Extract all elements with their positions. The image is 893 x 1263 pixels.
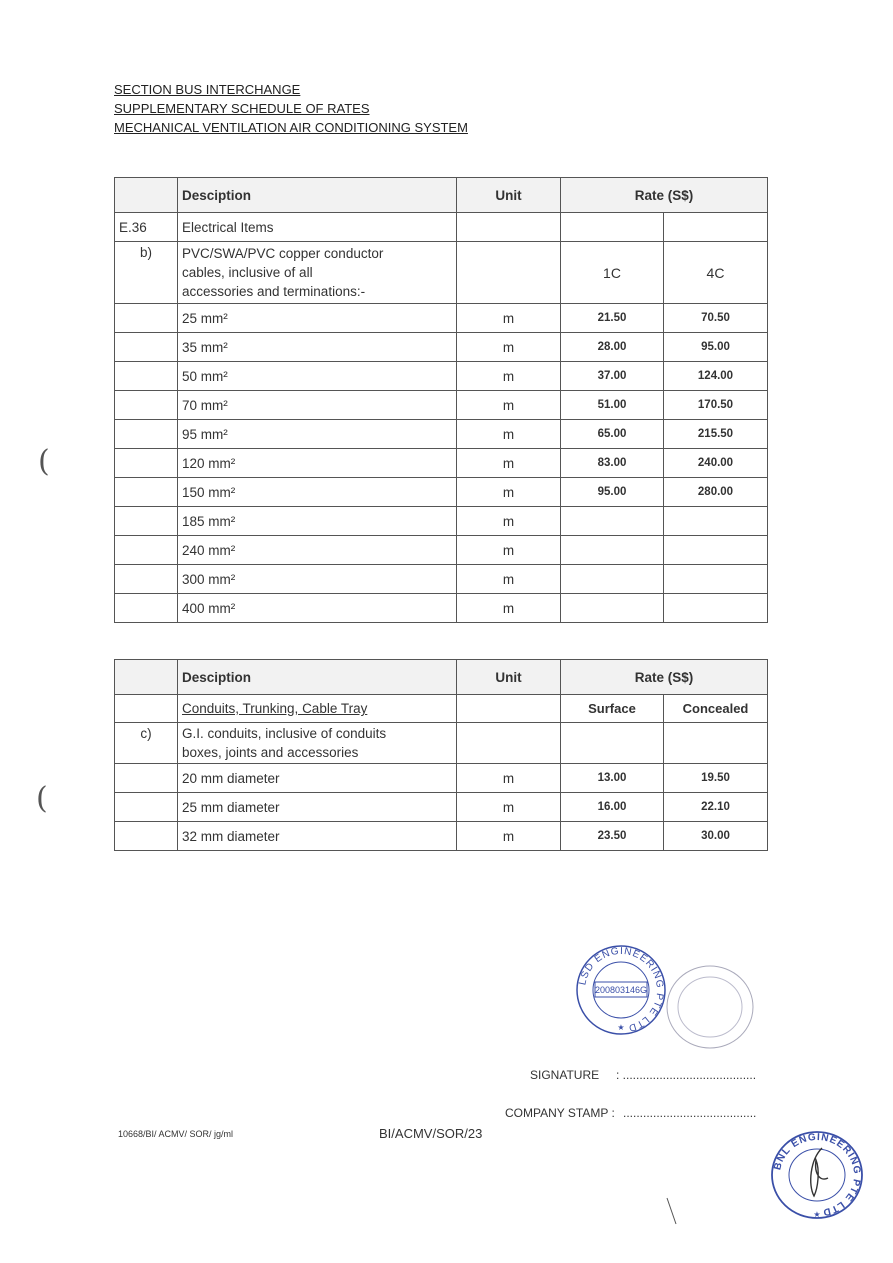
row-description: 20 mm diameter [178,764,457,793]
table-header-row [115,178,768,213]
row-rate-2: 124.00 [664,362,768,391]
header-blank-cell [115,178,178,213]
blank-cell [115,507,178,536]
row-unit: m [457,793,561,822]
rate-col-concealed: Concealed [664,695,768,723]
item-code: E.36 [115,213,178,242]
header-description: Desciption [178,660,457,695]
blank-cell [115,362,178,391]
document-reference: 10668/BI/ ACMV/ SOR/ jg/ml [118,1129,234,1139]
blank-cell [561,213,664,242]
row-description: 25 mm diameter [178,793,457,822]
table-row [115,304,768,333]
row-rate-2 [664,565,768,594]
row-rate-1 [561,594,664,623]
rate-col-1c: 1C [561,242,664,304]
row-unit: m [457,594,561,623]
blank-cell [664,723,768,764]
row-description: 185 mm² [178,507,457,536]
blank-cell [457,723,561,764]
sub-item-description [178,242,457,304]
header-line-3: MECHANICAL VENTILATION AIR CONDITIONING SYSTEM [114,120,468,135]
header-unit: Unit [457,660,561,695]
cable-rates-table [114,177,768,623]
company-stamp-label: COMPANY STAMP : [505,1106,615,1120]
blank-cell [115,420,178,449]
table-row [115,822,768,851]
table-row [115,478,768,507]
row-rate-1: 95.00 [561,478,664,507]
row-rate-2: 170.50 [664,391,768,420]
row-rate-2: 70.50 [664,304,768,333]
sub-desc-line-1: PVC/SWA/PVC copper conductor [182,246,384,261]
conduit-rates-table [114,659,768,851]
blank-cell [457,242,561,304]
document-header [114,80,468,137]
row-rate-1: 21.50 [561,304,664,333]
signature-label: SIGNATURE [530,1068,600,1082]
sub-item-code: b) [115,242,178,304]
row-unit: m [457,507,561,536]
scan-mark [664,1196,680,1226]
table-header-row [115,660,768,695]
table-row [115,391,768,420]
blank-cell [115,478,178,507]
row-unit: m [457,764,561,793]
sub-item-row [115,242,768,304]
blank-cell [457,213,561,242]
lsd-company-stamp [575,944,667,1036]
row-rate-2: 22.10 [664,793,768,822]
rate-col-surface: Surface [561,695,664,723]
blank-cell [115,304,178,333]
row-rate-2: 280.00 [664,478,768,507]
lsd-stamp-reg-no: 200803146G [594,985,648,995]
header-description: Desciption [178,178,457,213]
row-rate-2: 30.00 [664,822,768,851]
row-rate-2 [664,536,768,565]
faint-stamp [665,964,755,1050]
sub-item-code: c) [115,723,178,764]
bnl-company-stamp [770,1130,864,1220]
group-title: Conduits, Trunking, Cable Tray [178,695,457,723]
svg-text:★: ★ [813,1210,821,1219]
row-rate-1: 51.00 [561,391,664,420]
blank-cell [115,333,178,362]
blank-cell [115,391,178,420]
sub-item-row [115,723,768,764]
row-rate-2 [664,507,768,536]
sub-desc-line-1: G.I. conduits, inclusive of conduits [182,726,387,741]
group-row [115,695,768,723]
blank-cell [115,594,178,623]
row-description: 70 mm² [178,391,457,420]
row-rate-2 [664,594,768,623]
blank-cell [115,764,178,793]
rate-col-4c: 4C [664,242,768,304]
blank-cell [115,793,178,822]
blank-cell [115,695,178,723]
row-unit: m [457,449,561,478]
row-description: 120 mm² [178,449,457,478]
table-row [115,793,768,822]
header-blank-cell [115,660,178,695]
row-unit: m [457,333,561,362]
row-rate-1 [561,507,664,536]
row-unit: m [457,565,561,594]
table-row [115,449,768,478]
row-description: 35 mm² [178,333,457,362]
svg-text:★: ★ [617,1023,625,1032]
table-row [115,333,768,362]
blank-cell [664,213,768,242]
blank-cell [561,723,664,764]
company-stamp-line: ........................................ [623,1106,757,1120]
row-rate-1: 23.50 [561,822,664,851]
row-description: 50 mm² [178,362,457,391]
header-line-1: SECTION BUS INTERCHANGE [114,82,301,97]
row-unit: m [457,822,561,851]
row-description: 95 mm² [178,420,457,449]
svg-text:BNL ENGINEERING PTE LTD: BNL ENGINEERING PTE LTD [772,1131,863,1218]
page-code: BI/ACMV/SOR/23 [379,1126,483,1141]
table-row [115,536,768,565]
row-rate-2: 19.50 [664,764,768,793]
margin-mark: ( [38,444,50,479]
table-row [115,764,768,793]
row-rate-1: 37.00 [561,362,664,391]
table-row [115,565,768,594]
row-unit: m [457,304,561,333]
row-unit: m [457,478,561,507]
row-rate-1: 83.00 [561,449,664,478]
blank-cell [115,536,178,565]
header-rate: Rate (S$) [561,660,768,695]
row-rate-1: 13.00 [561,764,664,793]
row-description: 400 mm² [178,594,457,623]
row-description: 32 mm diameter [178,822,457,851]
row-rate-2: 95.00 [664,333,768,362]
row-rate-1 [561,565,664,594]
row-rate-2: 240.00 [664,449,768,478]
handwritten-signature [811,1148,828,1196]
row-description: 150 mm² [178,478,457,507]
row-unit: m [457,536,561,565]
sub-desc-line-2: cables, inclusive of all [182,265,313,280]
row-rate-1: 28.00 [561,333,664,362]
table-row [115,507,768,536]
blank-cell [115,822,178,851]
header-rate: Rate (S$) [561,178,768,213]
row-rate-1 [561,536,664,565]
row-rate-2: 215.50 [664,420,768,449]
item-title: Electrical Items [178,213,457,242]
svg-text:LSD ENGINEERING PTE LTD: LSD ENGINEERING PTE LTD [577,945,666,1034]
header-unit: Unit [457,178,561,213]
table-row [115,420,768,449]
row-unit: m [457,420,561,449]
signature-line: : ........................................ [616,1068,757,1082]
blank-cell [457,695,561,723]
blank-cell [115,449,178,478]
row-unit: m [457,391,561,420]
sub-desc-line-2: boxes, joints and accessories [182,745,359,760]
row-unit: m [457,362,561,391]
row-rate-1: 16.00 [561,793,664,822]
row-description: 240 mm² [178,536,457,565]
row-description: 300 mm² [178,565,457,594]
table-row [115,362,768,391]
margin-mark: ( [36,781,48,816]
row-description: 25 mm² [178,304,457,333]
sub-desc-line-3: accessories and terminations:- [182,284,366,299]
row-rate-1: 65.00 [561,420,664,449]
header-line-2: SUPPLEMENTARY SCHEDULE OF RATES [114,101,370,116]
table-row [115,594,768,623]
item-row [115,213,768,242]
sub-item-description [178,723,457,764]
blank-cell [115,565,178,594]
